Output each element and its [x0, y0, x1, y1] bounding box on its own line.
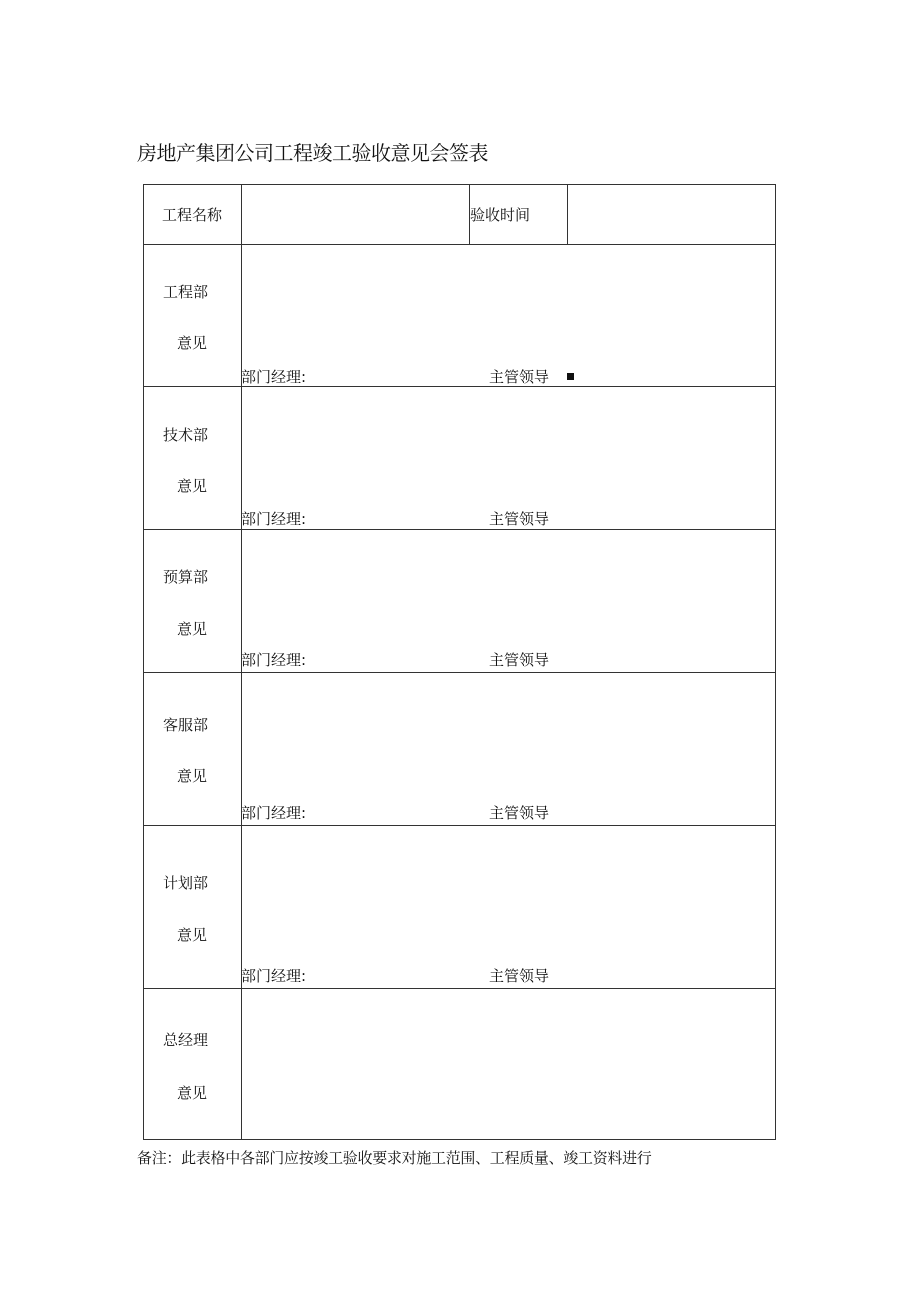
technical-dept-label: 技术部 — [163, 426, 209, 444]
customer-service-dept-label: 客服部 — [163, 716, 209, 734]
budget-dept-label: 预算部 — [163, 568, 209, 586]
sign-off-form-table — [143, 184, 776, 1140]
engineering-manager-label: 部门经理: — [241, 368, 307, 386]
row-divider — [144, 244, 775, 245]
row-divider — [144, 386, 775, 387]
engineering-opinion-label: 意见 — [177, 334, 208, 352]
technical-manager-label: 部门经理: — [241, 510, 307, 528]
row-divider — [144, 988, 775, 989]
column-divider — [567, 185, 568, 244]
engineering-dept-label: 工程部 — [163, 283, 209, 301]
customer-service-opinion-label: 意见 — [177, 767, 208, 785]
document-title: 房地产集团公司工程竣工验收意见会签表 — [137, 141, 488, 165]
row-divider — [144, 672, 775, 673]
planning-leader-label: 主管领导 — [489, 967, 550, 985]
row-divider — [144, 529, 775, 530]
planning-manager-label: 部门经理: — [241, 967, 307, 985]
technical-opinion-label: 意见 — [177, 477, 208, 495]
customer-service-manager-label: 部门经理: — [241, 804, 307, 822]
square-mark-icon — [567, 373, 574, 380]
technical-leader-label: 主管领导 — [489, 510, 550, 528]
budget-opinion-label: 意见 — [177, 620, 208, 638]
engineering-leader-label: 主管领导 — [489, 368, 550, 386]
row-divider — [144, 825, 775, 826]
planning-dept-label: 计划部 — [163, 874, 209, 892]
budget-leader-label: 主管领导 — [489, 651, 550, 669]
general-manager-label: 总经理 — [163, 1031, 209, 1049]
budget-manager-label: 部门经理: — [241, 651, 307, 669]
planning-opinion-label: 意见 — [177, 926, 208, 944]
acceptance-time-label: 验收时间 — [470, 206, 531, 224]
customer-service-leader-label: 主管领导 — [489, 804, 550, 822]
project-name-field[interactable] — [243, 186, 468, 243]
remarks-note: 备注：此表格中各部门应按竣工验收要求对施工范围、工程质量、竣工资料进行 — [137, 1149, 652, 1167]
general-manager-opinion-label: 意见 — [177, 1084, 208, 1102]
acceptance-time-field[interactable] — [569, 186, 775, 243]
project-name-label: 工程名称 — [162, 206, 223, 224]
